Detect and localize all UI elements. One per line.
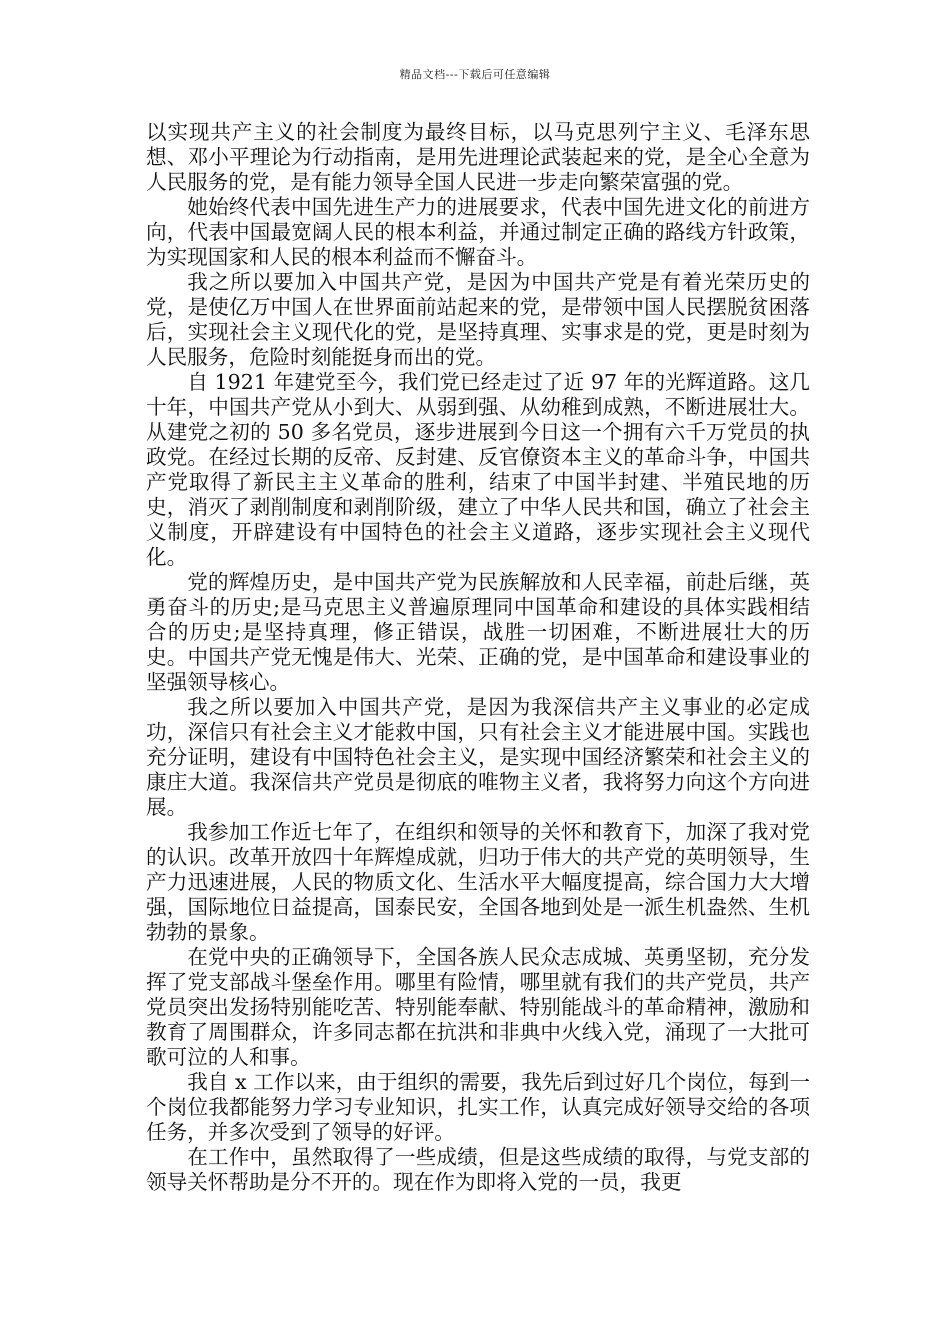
paragraph-8: 在党中央的正确领导下，全国各族人民众志成城、英勇坚韧，充分发挥了党支部战斗堡垒作用。哪里有险情，哪里就有我们的共产党员，共产党员突出发扬特别能吃苦、特别能奉献、特别能战斗的革命精神，激励和教育了周围群众，许多同志都在抗洪和非典中火线入党，涌现了一大批可歌可泣的人和事。 [146, 945, 810, 1069]
paragraph-4: 自 1921 年建党至今，我们党已经走过了近 97 年的光辉道路。这几十年，中国共产党从小到大、从弱到强、从幼稚到成熟，不断进展壮大。从建党之初的 50 多名党员，逐步进展到今日这一个拥有六千万党员的执政党。在经过长期的反帝、反封建、反官僚资本主义的革命斗争，中国共产党取得了新民主主义革命的胜利，结束了中国半封建、半殖民地的历史，消灭了剥削制度和剥削阶级，建立了中华人民共和国，确立了社会主义制度，开辟建设有中国特色的社会主义道路，逐步实现社会主义现代化。 [146, 370, 810, 569]
page-header: 精品文档---下载后可任意编辑 [399, 68, 551, 81]
paragraph-9: 我自 x 工作以来，由于组织的需要，我先后到过好几个岗位，每到一个岗位我都能努力学习专业知识，扎实工作，认真完成好领导交给的各项任务，并多次受到了领导的好评。 [146, 1070, 810, 1144]
paragraph-1: 以实现共产主义的社会制度为最终目标，以马克思列宁主义、毛泽东思想、邓小平理论为行动指南，是用先进理论武装起来的党，是全心全意为人民服务的党，是有能力领导全国人民进一步走向繁荣富强的党。 [146, 120, 810, 194]
document-body [146, 120, 810, 1195]
paragraph-5: 党的辉煌历史，是中国共产党为民族解放和人民幸福，前赴后继，英勇奋斗的历史;是马克思主义普遍原理同中国革命和建设的具体实践相结合的历史;是坚持真理，修正错误，战胜一切困难，不断进展壮大的历史。中国共产党无愧是伟大、光荣、正确的党，是中国革命和建设事业的坚强领导核心。 [146, 570, 810, 694]
paragraph-10: 在工作中，虽然取得了一些成绩，但是这些成绩的取得，与党支部的领导关怀帮助是分不开的。现在作为即将入党的一员，我更 [146, 1145, 810, 1194]
paragraph-2: 她始终代表中国先进生产力的进展要求，代表中国先进文化的前进方向，代表中国最宽阔人民的根本利益，并通过制定正确的路线方针政策，为实现国家和人民的根本利益而不懈奋斗。 [146, 195, 810, 269]
paragraph-7: 我参加工作近七年了，在组织和领导的关怀和教育下，加深了我对党的认识。改革开放四十年辉煌成就，归功于伟大的共产党的英明领导，生产力迅速进展，人民的物质文化、生活水平大幅度提高，综合国力大大增强，国际地位日益提高，国泰民安，全国各地到处是一派生机盎然、生机勃勃的景象。 [146, 820, 810, 944]
paragraph-3: 我之所以要加入中国共产党，是因为中国共产党是有着光荣历史的党，是使亿万中国人在世界面前站起来的党，是带领中国人民摆脱贫困落后，实现社会主义现代化的党，是坚持真理、实事求是的党，更是时刻为人民服务，危险时刻能挺身而出的党。 [146, 270, 810, 369]
paragraph-6: 我之所以要加入中国共产党，是因为我深信共产主义事业的必定成功，深信只有社会主义才能救中国，只有社会主义才能进展中国。实践也充分证明，建设有中国特色社会主义，是实现中国经济繁荣和社会主义的康庄大道。我深信共产党员是彻底的唯物主义者，我将努力向这个方向进展。 [146, 695, 810, 819]
